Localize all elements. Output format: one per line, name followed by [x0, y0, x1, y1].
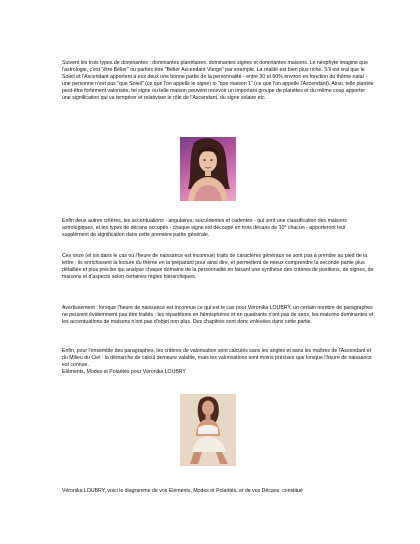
- paragraph-avertissement: Avertissement : lorsque l'heure de naissance est inconnue ce qui est le cas pour Véronika LOUBRY, un certain nombre de paragraphes ne peuvent évidemment pas être traités : les répartitions en hémisphères et en quadrants n'ont pas de sens, les maisons dominantes et les accentuations de maisons n'ont pas d'objet non plus. Des chapitres sont donc enlevées dans cette partie.: [62, 305, 374, 326]
- section-heading-elements-modes: Eléments, Modes et Polarités pour Véronika LOUBRY: [62, 369, 186, 376]
- paragraph-accentuations: Enfin deux autres critères, les accentuations - angulaires, succédentes et cadentes - qui sont une classification des maisons astrologiques, et les types de décans occupés - chaque signe est découpé en trois décans de 10° chacun - apporteront leur supplément de signification dans cette première partie générale.: [62, 218, 347, 239]
- seated-woman-image: [180, 394, 236, 466]
- portrait-woman-image: [180, 137, 236, 201]
- paragraph-dominantes: Suivent les trois types de dominantes : dominantes planétaires, dominantes signes et dominantes maisons. Le néophyte imagine que l'astrologie, c'est "être Bélier" ou parfois être "Bélier Ascendant Vierge" par exemple. La réalité est bien plus riche. S'il est vrai que le Soleil et l'Ascendant apportent à eux deux une bonne partie de la personnalité - entre 30 et 60% environ en fonction du thème natal - une personne n'est pas "que Soleil" (ce que l'on appelle le signe) ni "que maison 1" (ce que l'on appelle l'Ascendant). Ainsi, telle planète peut-être fortement valorisée, tel signe ou telle maison peuvent recevoir un important groupe de planètes et du même coup apporter une signification qui va tempérer et relativiser le rôle de l'Ascendant, du signe solaire etc.: [62, 60, 374, 102]
- paragraph-valorisation: Enfin, pour l'ensemble des paragraphes, les critères de valorisation sont calculés sans les angles et sans les maîtres de l'Ascendant et du Milieu du Ciel : la démarche de calcul demeure valable, mais les valorisations sont moins précises que lorsque l'heure de naissance est connue.: [62, 348, 372, 369]
- paragraph-valorisation-block: [62, 348, 374, 376]
- portrait-photo-1: [180, 137, 236, 201]
- paragraph-traits: Ces onze (et six dans le cas où l'heure de naissance est inconnue) traits de caractères généraux ne sont pas à prendre au pied de la lettre : ils enrichissent la lecture du thème en la préparant pour ainsi dire, et permettent de mieux comprendre la seconde partie plus détaillée et plus précise qui analyse chaque domaine de la personnalité en faisant une synthèse des critères de positions, de signes, de maisons et d'aspects selon certaines règles hiérarchiques.: [62, 253, 374, 281]
- paragraph-diagramme: Véronika LOUBRY, voici le diagramme de vos Eléments, Modes et Polarités, et de vos Décans, constitué: [62, 488, 303, 494]
- portrait-photo-2: [180, 394, 236, 466]
